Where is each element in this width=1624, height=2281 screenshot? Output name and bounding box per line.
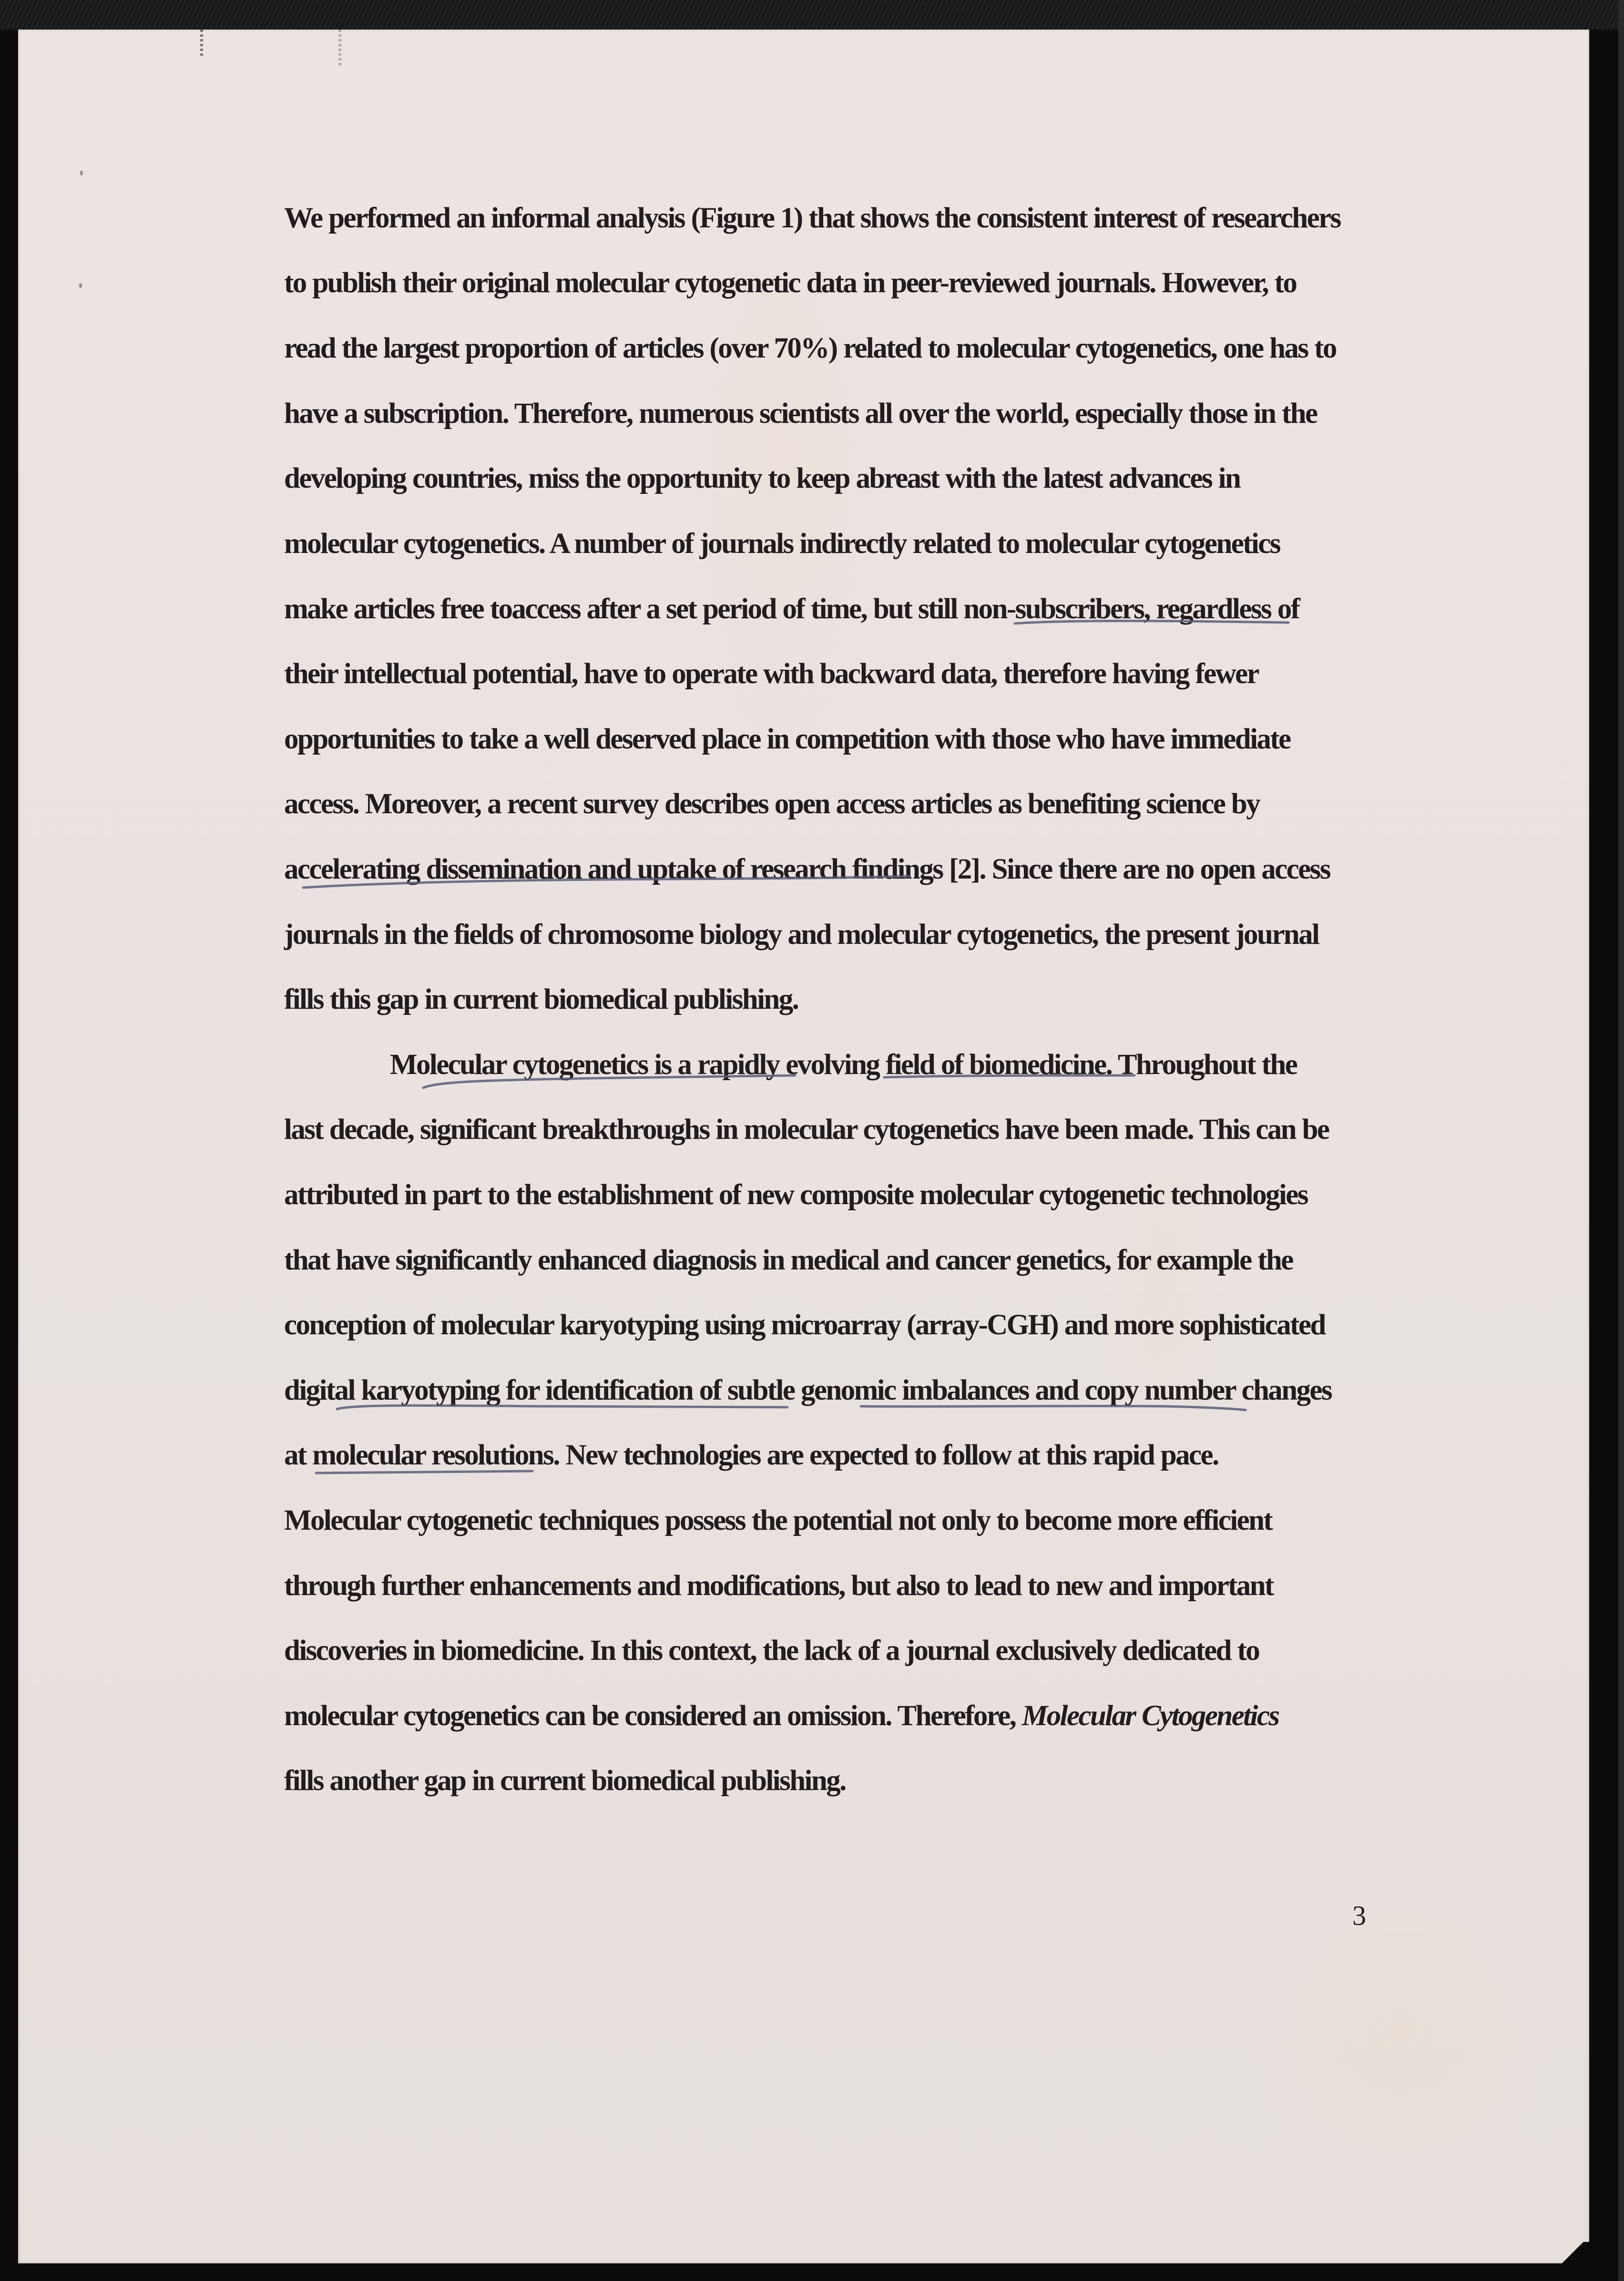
text-line: have a subscription. Therefore, numerous scientists all over the world, especially those in the — [284, 398, 1317, 430]
text-line: We performed an informal analysis (Figure 1) that shows the consistent interest of researchers — [284, 202, 1340, 234]
pen-annotations — [18, 30, 1589, 2263]
text-line: conception of molecular karyotyping using microarray (array-CGH) and more sophisticated — [284, 1309, 1325, 1341]
pen-underline — [303, 876, 910, 888]
scanner-backdrop-top — [0, 0, 1624, 30]
document-page — [18, 30, 1589, 2263]
text-line: fills this gap in current biomedical publishing. — [284, 983, 798, 1015]
text-line: fills another gap in current biomedical publishing. — [284, 1765, 846, 1797]
text-line: attributed in part to the establishment of new composite molecular cytogenetic technologies — [284, 1179, 1307, 1211]
text-line: that have significantly enhanced diagnosis in medical and cancer genetics, for example the — [284, 1244, 1293, 1276]
text-line: at molecular resolutions. New technologies are expected to follow at this rapid pace. — [284, 1439, 1218, 1471]
pen-underline — [337, 1405, 787, 1409]
text-line: discoveries in biomedicine. In this context, the lack of a journal exclusively dedicated to — [284, 1635, 1259, 1667]
text-line: Molecular cytogenetic techniques possess the potential not only to become more efficient — [284, 1504, 1272, 1536]
pen-underline — [884, 1075, 1134, 1077]
journal-name-italic: Molecular Cytogenetics — [1021, 1700, 1279, 1732]
pen-underline — [423, 1075, 795, 1088]
text-line: access. Moreover, a recent survey describes open access articles as benefiting science by — [284, 788, 1260, 820]
text-line: developing countries, miss the opportunity to keep abreast with the latest advances in — [284, 462, 1240, 494]
page-number: 3 — [1352, 1900, 1366, 1931]
text-line: read the largest proportion of articles (over 70%) related to molecular cytogenetics, one has to — [284, 332, 1336, 364]
text-line: Molecular cytogenetics is a rapidly evolving field of biomedicine. Throughout the — [390, 1049, 1297, 1081]
text-line: last decade, significant breakthroughs in molecular cytogenetics have been made. This can be — [284, 1114, 1329, 1146]
text-line: make articles free toaccess after a set period of time, but still non-subscribers, regardless of — [284, 593, 1299, 625]
pen-underline — [861, 1406, 1246, 1410]
text-line: to publish their original molecular cytogenetic data in peer-reviewed journals. However, to — [284, 267, 1297, 299]
text-line: opportunities to take a well deserved place in competition with those who have immediate — [284, 723, 1290, 755]
text-line: digital karyotyping for identification of subtle genomic imbalances and copy number changes — [284, 1374, 1332, 1406]
text-line: accelerating dissemination and uptake of research findings [2]. Since there are no open access — [284, 853, 1330, 885]
text-line: journals in the fields of chromosome biology and molecular cytogenetics, the present journal — [284, 919, 1319, 951]
pen-underline — [316, 1471, 532, 1473]
pen-underline — [1015, 621, 1288, 624]
text-line-start: molecular cytogenetics can be considered an omission. Therefore, — [284, 1700, 1022, 1732]
text-line: through further enhancements and modifications, but also to lead to new and important — [284, 1570, 1273, 1602]
scanner-backdrop-right — [1618, 0, 1624, 2281]
text-line: molecular cytogenetics. A number of journals indirectly related to molecular cytogenetics — [284, 528, 1280, 560]
text-line: their intellectual potential, have to operate with backward data, therefore having fewer — [284, 658, 1258, 690]
